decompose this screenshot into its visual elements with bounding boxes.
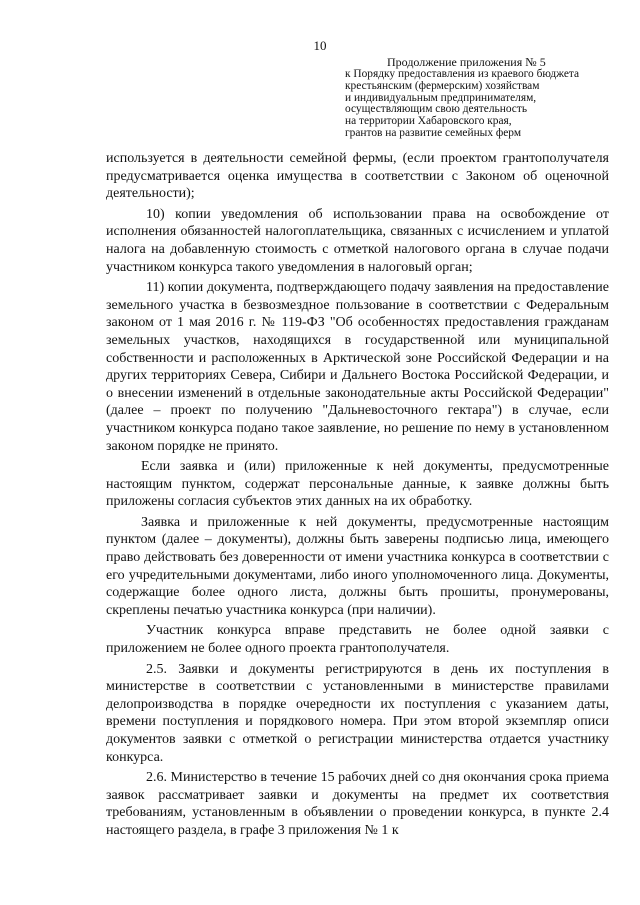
appendix-header <box>345 56 605 140</box>
appendix-line: грантов на развитие семейных ферм <box>345 126 522 139</box>
document-body <box>106 150 609 843</box>
appendix-line: на территории Хабаровского края, <box>345 115 512 128</box>
paragraph-certification: Заявка и приложенные к ней документы, предусмотренные настоящим пунктом (далее – документы), должны быть заверены подписью лица, имеющего право действовать без доверенности от имени участника конкурса в соответствии с его учредительными документами, либо иного уполномоченного лица. Документы, содержащие более одного листа, должны быть прошиты, пронумерованы, скреплены печатью участника конкурса (при наличии). <box>106 514 609 618</box>
appendix-line: осуществляющим свою деятельность <box>345 103 528 116</box>
appendix-line: к Порядку предоставления из краевого бюджета <box>345 68 580 80</box>
paragraph-item-11: 11) копии документа, подтверждающего подачу заявления на предоставление земельного участка в безвозмездное пользование в соответствии с Федеральным законом от 1 мая 2016 г. № 119-ФЗ "Об особенностях предоставления гражданам земельных участков, находящихся в государственной или муниципальной собственности и расположенных в Арктической зоне Российской Федерации и на других территориях Севера, Сибири и Дальнего Востока Российской Федерации, и о внесении изменений в отдельные законодательные акты Российской Федерации" (далее – проект по получению "Дальневосточного гектара") в случае, если участником конкурса подано такое заявление, но решение по нему в установленном законом порядке не принято. <box>106 280 609 454</box>
paragraph-single-application: Участник конкурса вправе представить не более одной заявки с приложением не более одного проекта грантополучателя. <box>106 623 609 657</box>
appendix-title: Продолжение приложения № 5 <box>387 55 546 69</box>
paragraph-item-10: 10) копии уведомления об использовании права на освобождение от исполнения обязанностей налогоплательщика, связанных с исчислением и уплатой налога на добавленную стоимость с отметкой налогового органа в случае подачи участником конкурса такого уведомления в налоговый орган; <box>106 206 609 275</box>
paragraph-personal-data: Если заявка и (или) приложенные к ней документы, предусмотренные настоящим пунктом, содержат персональные данные, к заявке должны быть приложены согласия субъектов этих данных на их обработку. <box>106 459 609 510</box>
page-number: 10 <box>313 38 327 53</box>
appendix-line: крестьянским (фермерским) хозяйствам <box>345 79 540 92</box>
appendix-line: и индивидуальным предпринимателям, <box>345 91 537 104</box>
paragraph-2-5: 2.5. Заявки и документы регистрируются в день их поступления в министерстве в соответствии с установленными в министерстве правилами делопроизводства в порядке очередности их поступления с указанием даты, времени поступления и порядкового номера. При этом второй экземпляр описи документов заявки с отметкой о регистрации министерства отдается участнику конкурса. <box>106 661 609 765</box>
paragraph-2-6: 2.6. Министерство в течение 15 рабочих дней со дня окончания срока приема заявок рассматривает заявки и документы на предмет их соответствия требованиям, установленным в объявлении о проведении конкурса, в пункте 2.4 настоящего раздела, в графе 3 приложения № 1 к <box>106 770 609 838</box>
paragraph-continuation: используется в деятельности семейной фермы, (если проектом грантополучателя предусматривается оценка имущества в соответствии с Законом об оценочной деятельности); <box>106 151 609 202</box>
